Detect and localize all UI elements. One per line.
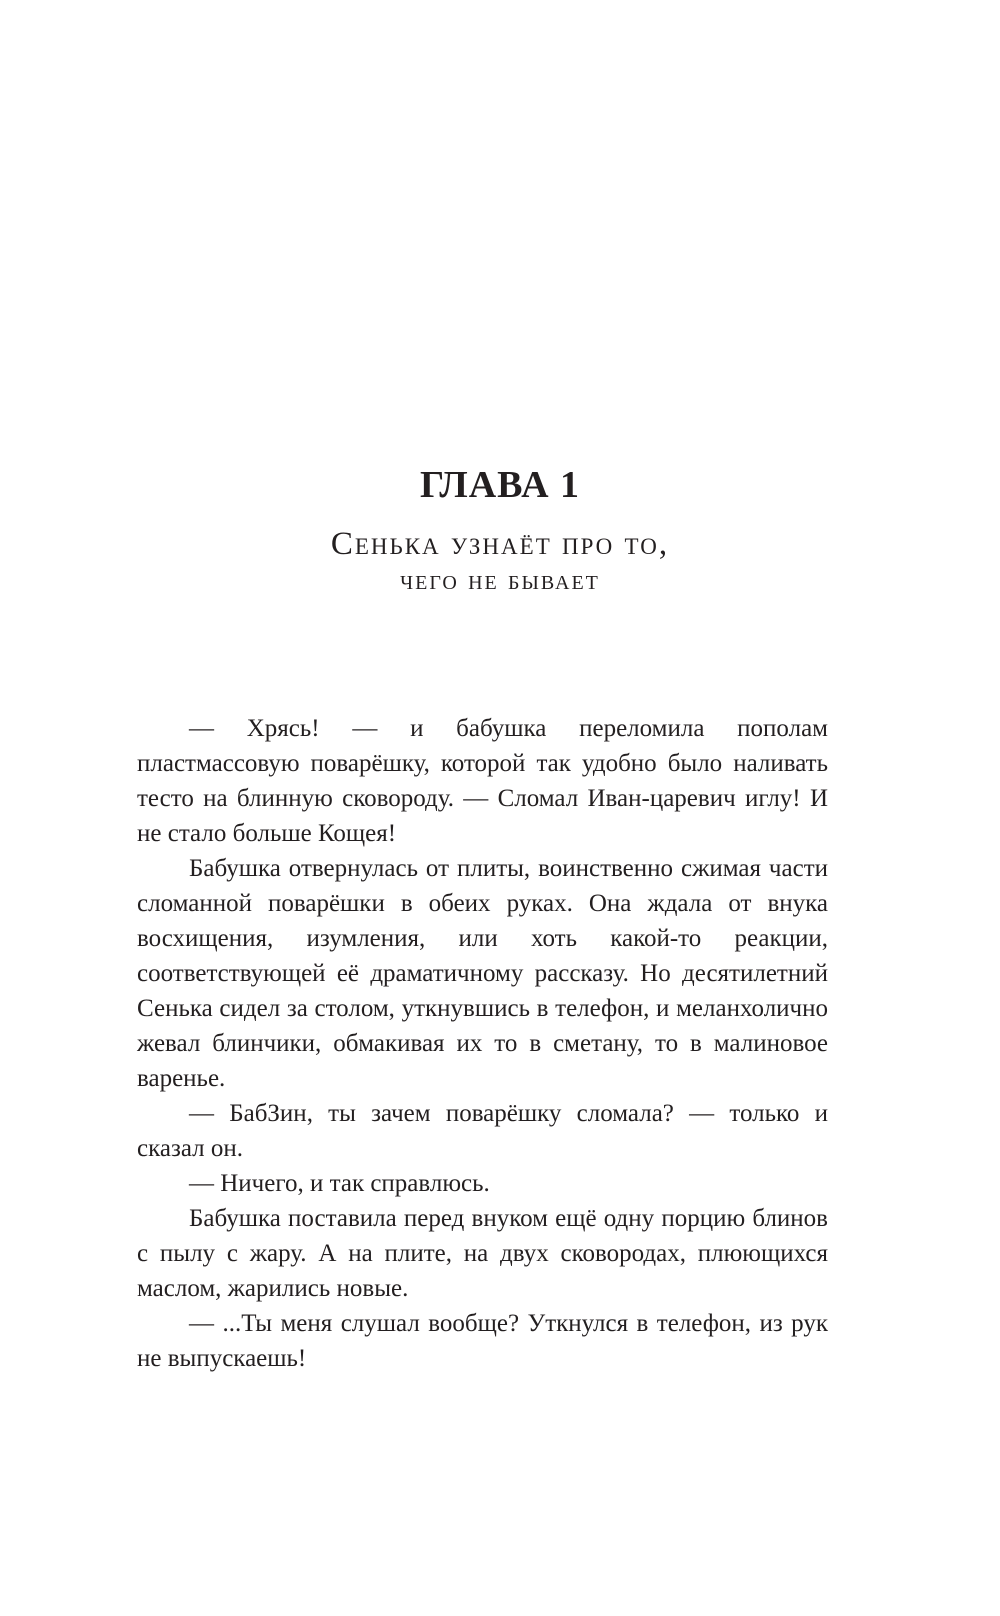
chapter-title: [0, 526, 1000, 598]
chapter-title-line-1: Сенька узнаёт про то,: [330, 526, 670, 562]
paragraph: — Хрясь! — и бабушка переломила пополам пластмассовую поварёшку, которой так удобно было наливать тесто на блинную сковороду. — Сломал Иван-царевич иглу! И не стало больше Кощея!: [137, 715, 828, 847]
paragraph: Бабушка поставила перед внуком ещё одну порцию блинов с пылу с жару. А на плите, на двух сковородах, плюющихся маслом, жарились новые.: [137, 1205, 828, 1302]
body-text: [137, 711, 828, 1376]
chapter-title-line-2: чего не бывает: [400, 564, 600, 596]
paragraph: — ...Ты меня слушал вообще? Уткнулся в телефон, из рук не выпускаешь!: [137, 1310, 828, 1372]
paragraph: Бабушка отвернулась от плиты, воинственно сжимая части сломанной поварёшки в обеих руках. Она ждала от внука восхищения, изумления, или хоть какой-то реакции, соответствующей её драматичному рассказу. Но десятилетний Сенька сидел за столом, уткнувшись в телефон, и меланхолично жевал блинчики, обмакивая их то в сметану, то в малиновое варенье.: [137, 855, 828, 1092]
paragraph: — Ничего, и так справлюсь.: [189, 1170, 490, 1197]
paragraph: — БабЗин, ты зачем поварёшку сломала? — только и сказал он.: [137, 1100, 828, 1162]
chapter-label: ГЛАВА 1: [419, 464, 581, 506]
